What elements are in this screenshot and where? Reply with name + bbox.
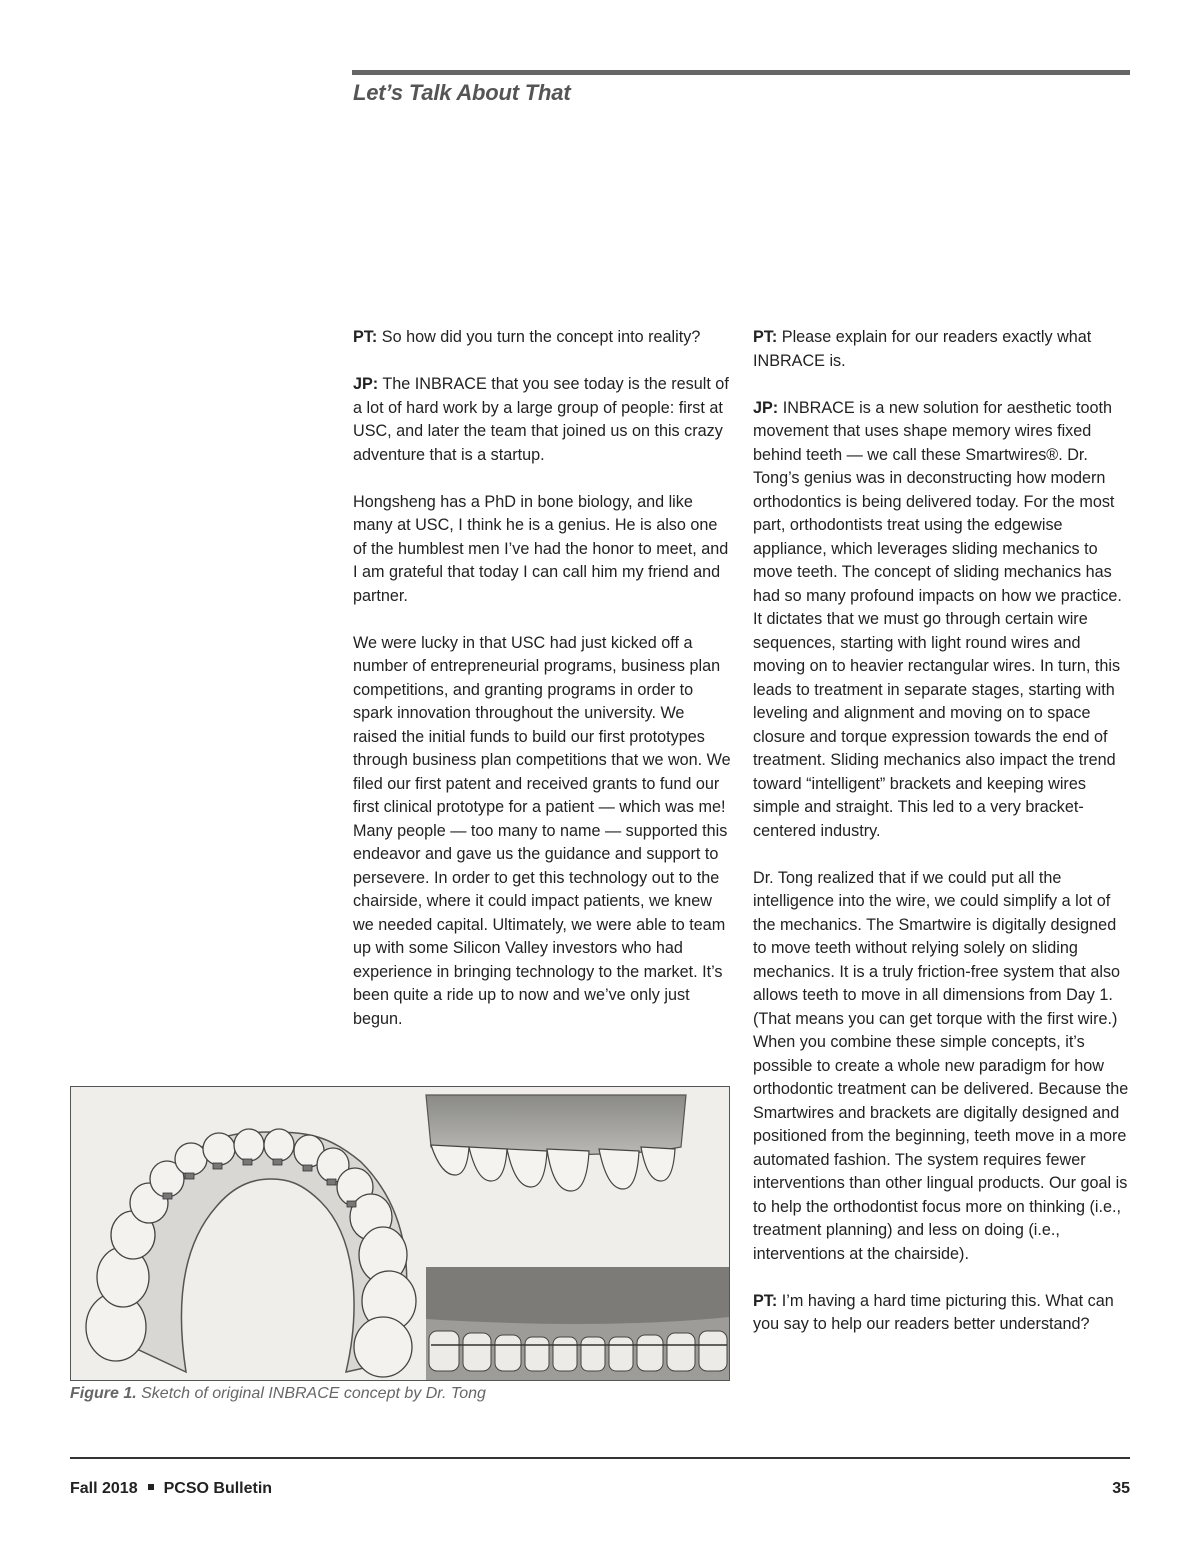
paragraph: We were lucky in that USC had just kicked off a number of entrepreneurial programs, business plan competitions, and granting programs in order to spark innovation throughout the university. We raised the initial funds to build our first prototypes through business plan competitions that we won. We filed our first patent and received grants to fund our first clinical prototype for a patient — which was me! Many people — too many to name — supported this endeavor and gave us the guidance and support to persevere. In order to get this technology out to the chairside, where it could impact patients, we knew we needed capital. Ultimately, we were able to team up with some Silicon Valley investors who had experience in bringing technology to the market. It’s been quite a ride up to now and we’ve only just begun. — [353, 633, 731, 1028]
dental-arch-sketch — [71, 1087, 729, 1380]
footer-rule — [70, 1457, 1130, 1459]
speaker-label: PT: — [753, 1291, 778, 1310]
upper-teeth-drawing — [426, 1095, 686, 1191]
speaker-label: PT: — [353, 328, 378, 346]
paragraph: Dr. Tong realized that if we could put all the intelligence into the wire, we could simplify a lot of the mechanics. The Smartwire is digitally designed to move teeth without relying solely on sliding mechanics. It is a truly friction-free system that also allows teeth to move in all dimensions from Day 1. (That means you can get torque with the first wire.) When you combine these simple concepts, it’s possible to create a whole new paradigm for how orthodontic treatment can be delivered. Because the Smartwires and brackets are digitally designed and positioned from the beginning, teeth move in a more automated fashion. The system requires fewer interventions than other lingual products. Our goal is to help the orthodontist focus more on thinking (i.e., treatment planning) and less on doing (i.e., interventions at the chairside). — [753, 868, 1129, 1263]
paragraph: Hongsheng has a PhD in bone biology, and like many at USC, I think he is a genius. He is also one of the humblest men I’ve had the honor to meet, and I am grateful that today I can call him my friend and partner. — [353, 492, 729, 605]
paragraph: JP: The INBRACE that you see today is the result of a lot of hard work by a large group of people: first at USC, and later the team that joined us on this crazy adventure that is a startup. — [353, 375, 729, 464]
lingual-view-drawing — [426, 1267, 729, 1380]
figure-sketch — [70, 1086, 730, 1381]
page-number: 35 — [1112, 1480, 1130, 1497]
paragraph: PT: Please explain for our readers exactly what INBRACE is. — [753, 328, 1092, 370]
section-title: Let’s Talk About That — [353, 80, 571, 105]
left-column — [353, 326, 731, 1055]
header-rule — [352, 70, 1130, 75]
bullet-separator — [148, 1484, 154, 1490]
arch-drawing — [86, 1129, 416, 1377]
speaker-label: JP: — [353, 375, 379, 393]
speaker-label: JP: — [753, 398, 779, 417]
figure-caption: Figure 1. Sketch of original INBRACE concept by Dr. Tong — [70, 1385, 486, 1402]
paragraph: JP: INBRACE is a new solution for aesthetic tooth movement that uses shape memory wires fixed behind teeth — we call these Smartwires®. Dr. Tong’s genius was in deconstructing how modern orthodontics is being delivered today. For the most part, orthodontists treat using the edgewise appliance, which leverages sliding mechanics to move teeth. The concept of sliding mechanics has had so many profound impacts on how we practice. It dictates that we must go through certain wire sequences, starting with light round wires and moving on to heavier rectangular wires. In turn, this leads to treatment in separate stages, starting with leveling and alignment and moving on to space closure and torque expression towards the end of treatment. Sliding mechanics also impact the trend toward “intelligent” brackets and keeping wires simple and straight. This led to a very bracket-centered industry. — [753, 398, 1122, 840]
paragraph: PT: I’m having a hard time picturing this. What can you say to help our readers better understand? — [753, 1291, 1114, 1333]
speaker-label: PT: — [753, 328, 778, 346]
right-column — [753, 326, 1133, 1360]
footer-publication: Fall 2018 PCSO Bulletin — [70, 1480, 273, 1497]
paragraph: PT: So how did you turn the concept into reality? — [353, 328, 701, 346]
